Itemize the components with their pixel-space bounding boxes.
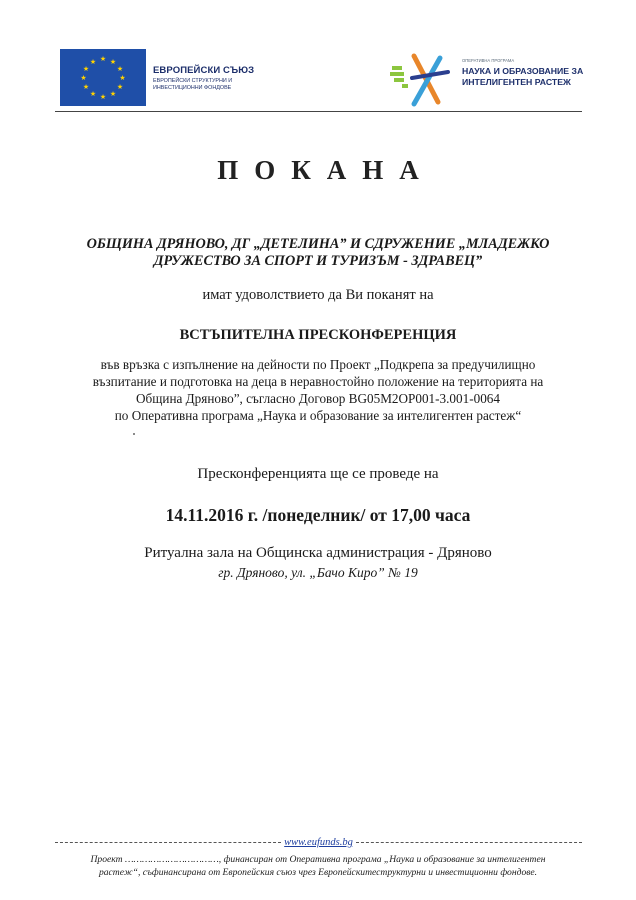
eufunds-link[interactable]: www.eufunds.bg [284,836,353,848]
event-name: ВСТЪПИТЕЛНА ПРЕСКОНФЕРЕНЦИЯ [179,327,457,343]
project-line2: възпитание и подготовка на деца в неравностойно положение на територията на [92,374,544,389]
scan-speck [133,433,135,435]
project-line1: във връзка с изпълнение на дейности по Проект „Подкрепа за предучилищно [100,357,536,372]
svg-text:★: ★ [82,65,90,73]
svg-text:★: ★ [80,74,87,82]
page-title: ПОКАНА [217,155,435,185]
organizers-line1: ОБЩИНА ДРЯНОВО, ДГ „ДЕТЕЛИНА” И СДРУЖЕНИЕ „МЛАДЕЖКО [86,236,550,252]
svg-text:★: ★ [119,74,126,82]
program-title-line2: ИНТЕЛИГЕНТЕН РАСТЕЖ [462,76,571,87]
event-datetime: 14.11.2016 г. /понеделник/ от 17,00 часа [165,505,471,525]
event-venue: Ритуална зала на Общинска администрация - Дряново [144,545,492,561]
program-mark-icon [388,52,458,110]
footer-dash-right [356,842,582,843]
svg-text:★: ★ [116,83,124,91]
eu-subtitle: ЕВРОПЕЙСКИ СТРУКТУРНИ И ИНВЕСТИЦИОННИ ФОНДОВЕ [153,78,233,91]
invite-text: имат удоволствието да Ви поканят на [202,287,434,303]
held-text: Пресконференцията ще се проведе на [197,466,439,482]
program-label: ОПЕРАТИВНА ПРОГРАМА [462,58,515,63]
project-line3: Община Дряново”, съгласно Договор BG05M2OP001-3.001-0064 [136,391,500,406]
eu-logo-text [153,65,263,91]
project-description [60,356,576,424]
svg-text:★: ★ [89,58,97,66]
svg-text:★: ★ [116,65,124,73]
program-title [462,66,592,87]
eu-logo [60,49,255,109]
svg-text:★: ★ [109,90,117,98]
footer-dash-left [55,842,281,843]
program-title-line1: НАУКА И ОБРАЗОВАНИЕ ЗА [462,66,584,76]
event-address: гр. Дряново, ул. „Бачо Киро” № 19 [218,565,418,580]
footer-line1: Проект ……………………………, финансиран от Оперативна програма „Наука и образование за интелигентен [90,854,546,865]
footer-link-row [55,835,582,849]
organizers-line2: ДРУЖЕСТВО ЗА СПОРТ И ТУРИЗЪМ - ЗДРАВЕЦ” [153,253,483,269]
svg-text:★: ★ [99,93,107,101]
organizers [40,236,596,270]
svg-text:★: ★ [89,90,97,98]
program-logo [388,52,588,110]
eu-title: ЕВРОПЕЙСКИ СЪЮЗ [153,65,255,76]
footer-line2: растеж“, съфинансирана от Европейския съюз чрез Европейскитеструктурни и инвестиционни фондове. [98,866,538,878]
eu-flag-icon [60,49,146,106]
svg-text:★: ★ [82,83,90,91]
footer-text [48,854,588,879]
header-divider [55,111,582,112]
project-line4: по Оперативна програма „Наука и образование за интелигентен растеж“ [114,408,522,423]
svg-text:★: ★ [109,58,117,66]
svg-text:★: ★ [99,55,107,63]
